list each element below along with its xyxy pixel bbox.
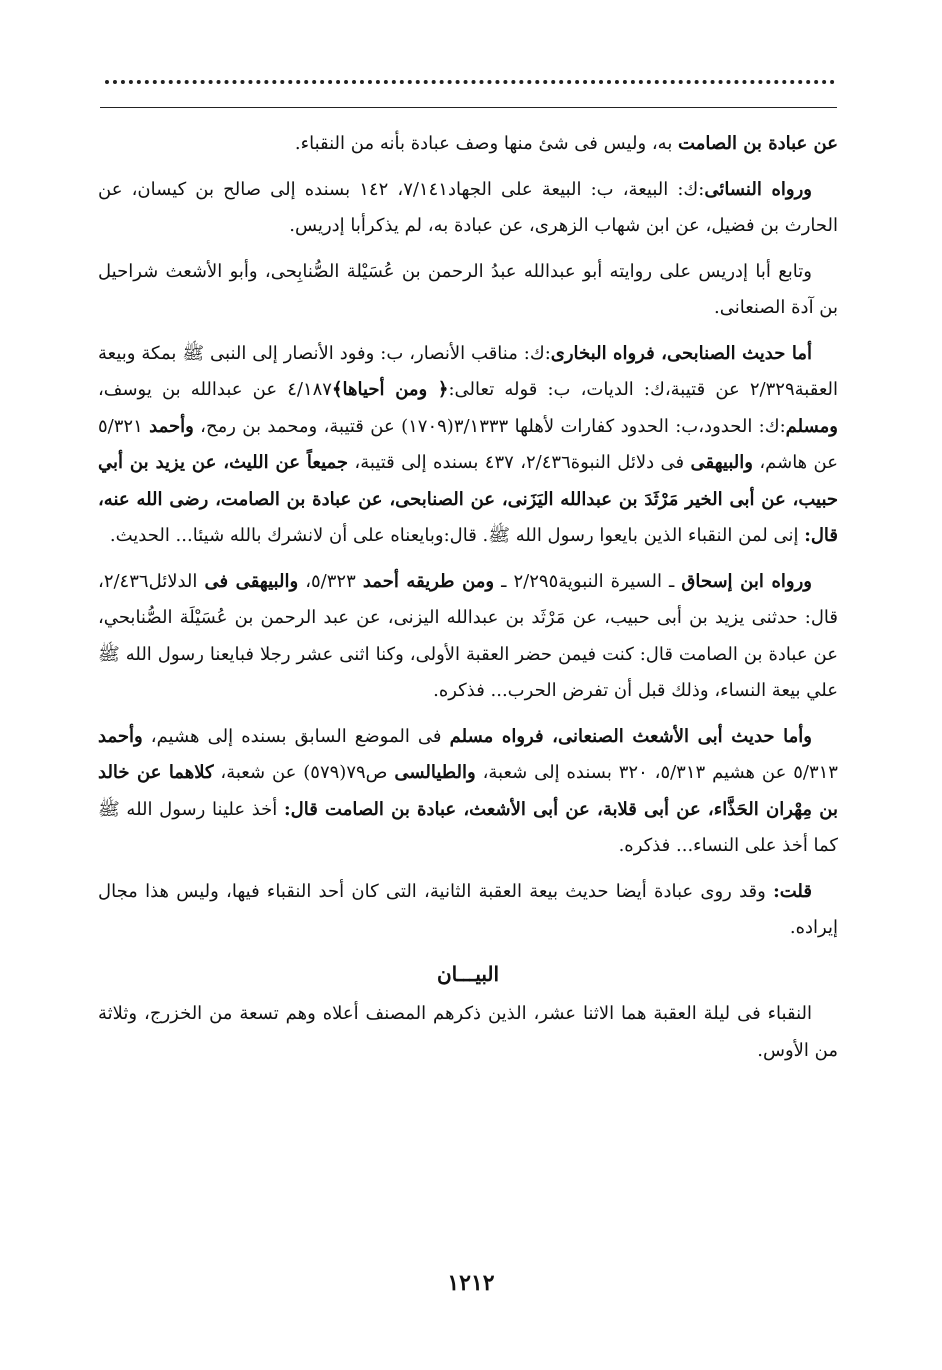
text-segment: به، وليس فى شئ منها وصف عبادة بأنه من النقباء. [294,133,679,154]
paragraph-final: النقباء فى ليلة العقبة هما الاثنا عشر، الذين ذكرهم المصنف أعلاه وهم تسعة من الخزرج، وثلاثة من الأوس. [98,1003,838,1061]
text-segment: وتابع أبا إدريس على روايته أبو عبدالله عبدُ الرحمن بن عُسَيْلة الصُّنابِحى، وأبو الأشعث شراحيل بن آدة الصنعانى. [98,260,838,318]
text-segment: وقد روى عبادة أيضا حديث بيعة العقبة الثانية، التى كان أحد النقباء فيها، وليس هذا مجال إيراده. [98,880,838,938]
horizontal-rule [100,107,837,108]
text-segment: فى دلائل النبوة٢/٤٣٦، ٤٣٧ بسنده إلى قتيبة، [348,452,691,473]
bold-text-segment: ورواه النسائى [704,178,812,200]
bold-text-segment: أما حديث الصنابحى، فرواه البخارى [550,342,812,364]
paragraph-7 [98,874,838,947]
text-segment: الدلائل٢/٤٣٦، قال: حدثنى يزيد بن أبى حبيب، عن مَرْثَد بن عبدالله اليزنى، عن عبد الرحمن بن عُسَيْلَة الصُّنابحي، عن عبادة بن الصامت قال: كنت فيمن حضر العقبة الأولى، وكنا اثنى عشر رجلا فبايعنا رسول الله ﷺ علي بيعة النساء، وذلك قبل أن تفرض الحرب... فذكره. [98,570,838,701]
bold-text-segment: وأما حديث أبى الأشعث الصنعانى، فرواه مسلم [449,725,813,747]
paragraph-2 [98,172,838,245]
paragraph-6 [98,719,838,865]
text-segment: :ك: مناقب الأنصار، ب: وفود الأنصار إلى النبى ﷺ بمكة وبيعة العقبة٢/٣٢٩ عن قتيبة،ك: الديات، ب: قوله تعالى: [98,342,838,400]
text-segment: :ك: الحدود،ب: الحدود كفارات لأهلها ٣/١٣٣٣(١٧٠٩) عن قتيبة، ومحمد بن رمح، [193,415,786,437]
bold-text-segment: والطيالسى [394,762,476,783]
bold-text-segment: ومن طريقه أحمد [362,570,495,592]
bold-text-segment: جميعاً عن الليث، عن يزيد بن أبي حبيب، عن أبى الخير مَرْثَدَ بن عبدالله اليَزَنى، عن الصنابحى، عن عبادة بن الصامت، رضى الله عنه، قال: [98,452,838,546]
text-segment: ٥/٣٢١ عن هاشم، [98,415,838,473]
bold-text-segment: وأحمد [149,415,194,437]
bold-text-segment: والبيهقى فى [204,570,299,592]
text-segment: ص٧٩(٥٧٩) عن شعبة، [213,762,395,783]
paragraph-5 [98,564,838,710]
text-segment: ـ السيرة النبوية٢/٢٩٥ ـ [494,570,682,592]
dotted-separator [105,80,835,84]
page-body [98,126,838,1078]
text-segment: إنى لمن النقباء الذين بايعوا رسول الله ﷺ. قال:وبايعناه على أن لانشرك بالله شيئا... الحديث. [109,525,805,546]
bold-text-segment: ﴿ ومن أحياها﴾ [331,379,449,400]
page-number: ١٢١٢ [447,1270,495,1296]
paragraph-4 [98,336,838,555]
text-segment: ٤/١٨٧ عن عبدالله بن يوسف، [98,379,332,400]
bold-text-segment: كلاهما عن خالد بن مِهْران الحَذَّاء، عن أبى قلابة، عن أبى الأشعث، عبادة بن الصامت قال: [98,762,838,820]
bold-text-segment: ورواه ابن إسحاق [681,570,812,592]
section-heading: البيـــان [436,961,500,986]
text-segment: فى الموضع السابق بسنده إلى هشيم، [142,725,450,747]
bold-text-segment: وأحمد [98,725,143,747]
bold-text-segment: عن عبادة بن الصامت [678,133,838,154]
bold-text-segment: قلت: [773,880,812,902]
bold-text-segment: والبيهقى [690,452,753,473]
text-segment: ٥/٣٢٣، [298,570,363,592]
text-segment: أخذ علينا رسول الله ﷺ كما أخذ على النساء... فذكره. [98,798,838,856]
paragraph-3 [98,254,838,327]
bold-text-segment: ومسلم [785,415,838,437]
paragraph-1 [98,126,838,163]
text-segment: ٥/٣١٣ عن هشيم ٥/٣١٣، ٣٢٠ بسنده إلى شعبة، [475,762,838,783]
text-segment: :ك: البيعة، ب: البيعة على الجهاد٧/١٤١، ١٤٢ بسنده إلى صالح بن كيسان، عن الحارث بن فضيل، عن ابن شهاب الزهرى، عن عبادة به، لم يذكرأبا إدريس. [98,178,838,236]
